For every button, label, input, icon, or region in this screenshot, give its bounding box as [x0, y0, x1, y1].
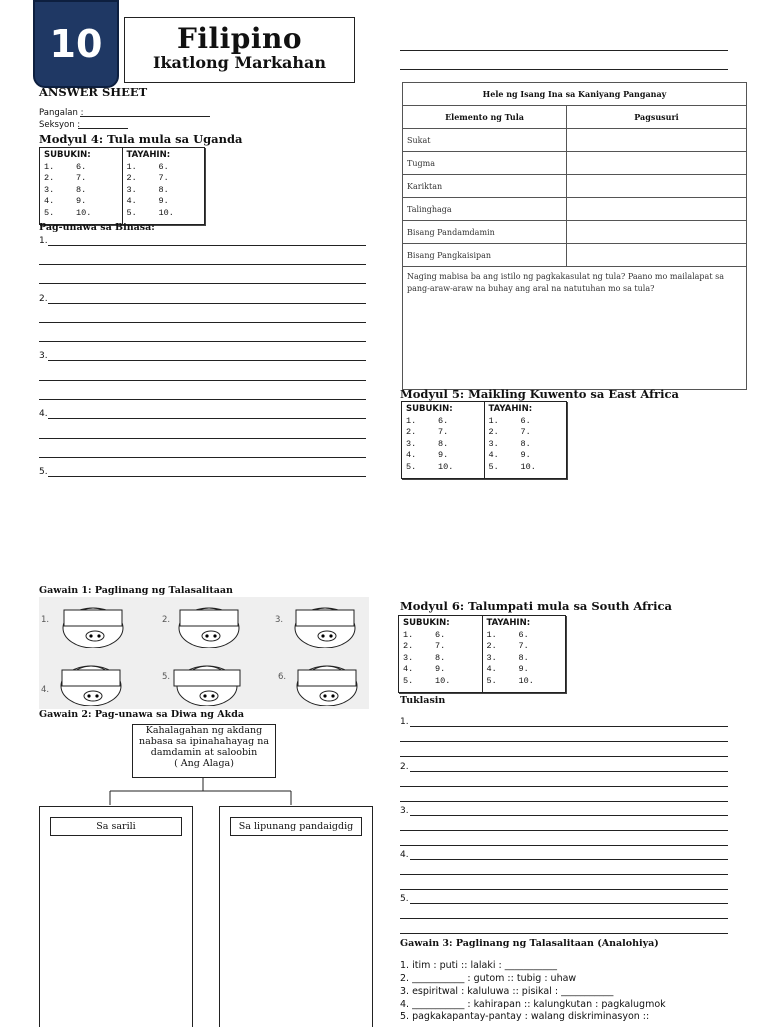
item: 4.: [488, 450, 499, 460]
face-2-icon: [174, 598, 244, 648]
item: 5.: [488, 461, 499, 472]
q-number: 3.: [39, 351, 48, 361]
item: 4.: [406, 450, 417, 460]
tayahin-label: TAYAHIN:: [488, 404, 533, 414]
table-row-label: Bisang Pandamdamin: [403, 221, 567, 244]
answer-line[interactable]: [39, 457, 366, 458]
item: 3.: [406, 438, 417, 449]
face-5-icon: [172, 656, 242, 706]
table-cell[interactable]: [567, 221, 747, 244]
item: 9.: [76, 196, 87, 206]
q-number: 2.: [39, 294, 48, 304]
name-label: Pangalan :: [39, 108, 84, 118]
item: 6.: [435, 629, 446, 640]
item: 6.: [76, 161, 87, 172]
item: 1.: [406, 415, 417, 426]
item: 6.: [438, 415, 449, 426]
item: 10.: [438, 461, 454, 472]
modyul5-title: Modyul 5: Maikling Kuwento sa East Africa: [400, 387, 679, 401]
item: 2.: [126, 173, 137, 183]
flow-top-text: Kahalagahan ng akdang nabasa sa ipinahahayag na damdamin at saloobin: [138, 725, 270, 758]
analogy-item[interactable]: 3. espiritwal : kaluluwa :: pisikal : ___________: [400, 986, 614, 997]
answer-line[interactable]: [400, 801, 728, 802]
gawain1-title: Gawain 1: Paglinang ng Talasalitaan: [39, 585, 233, 596]
answer-line[interactable]: [48, 360, 366, 361]
answer-line[interactable]: [410, 903, 728, 904]
q-number: 5.: [39, 467, 48, 477]
item: 8.: [158, 184, 169, 195]
item: 1.: [403, 629, 414, 640]
tayahin-col: [484, 402, 567, 478]
item: 2.: [44, 173, 55, 183]
face-label: 3.: [275, 615, 284, 625]
analogy-item[interactable]: 2. ___________ : gutom :: tubig : uhaw: [400, 973, 577, 984]
top-line-1: [400, 50, 728, 51]
flow-right-box[interactable]: [219, 806, 373, 1027]
subukin-label: SUBUKIN:: [403, 618, 450, 628]
item: 3.: [403, 652, 414, 663]
table-title: Hele ng Isang Ina sa Kaniyang Panganay: [403, 83, 747, 106]
item: 7.: [518, 641, 529, 651]
q-number: 1.: [39, 236, 48, 246]
table-cell[interactable]: [567, 129, 747, 152]
item: 2.: [486, 641, 497, 651]
face-label: 4.: [41, 685, 50, 695]
item: 9.: [158, 196, 169, 206]
answer-line[interactable]: [39, 399, 366, 400]
item: 9.: [435, 664, 446, 674]
item: 6.: [158, 161, 169, 172]
item: 3.: [44, 184, 55, 195]
face-label: 5.: [162, 672, 171, 682]
item: 4.: [126, 196, 137, 206]
item: 10.: [520, 461, 536, 472]
table-row-label: Tugma: [403, 152, 567, 175]
subukin-col: [40, 148, 122, 224]
face-label: 1.: [41, 615, 50, 625]
modyul4-title: Modyul 4: Tula mula sa Uganda: [39, 132, 243, 146]
table-cell[interactable]: [567, 152, 747, 175]
q-number: 3.: [400, 806, 409, 816]
q-number: 4.: [400, 850, 409, 860]
answer-line[interactable]: [410, 859, 728, 860]
flow-connector: [0, 776, 400, 806]
item: 5.: [486, 675, 497, 686]
item: 7.: [438, 427, 449, 437]
answer-line[interactable]: [48, 303, 366, 304]
answer-line[interactable]: [400, 889, 728, 890]
item: 2.: [406, 427, 417, 437]
q-number: 1.: [400, 717, 409, 727]
answer-line[interactable]: [400, 786, 728, 787]
item: 10.: [76, 207, 92, 218]
answer-line[interactable]: [39, 438, 366, 439]
answer-line[interactable]: [48, 418, 366, 419]
analogy-item[interactable]: 5. pagkakapantay-pantay : walang diskriminasyon ::: [400, 1011, 650, 1022]
item: 7.: [435, 641, 446, 651]
item: 3.: [488, 438, 499, 449]
answer-line[interactable]: [48, 245, 366, 246]
answer-line[interactable]: [400, 933, 728, 934]
item: 3.: [126, 184, 137, 195]
table-row-label: Sukat: [403, 129, 567, 152]
item: 9.: [438, 450, 449, 460]
answer-line[interactable]: [410, 771, 728, 772]
face-6-icon: [292, 656, 362, 706]
title-box: [124, 17, 355, 83]
face-label: 2.: [162, 615, 171, 625]
gawain2-title: Gawain 2: Pag-unawa sa Diwa ng Akda: [39, 709, 244, 720]
flow-right-label: Sa lipunang pandaigdig: [230, 817, 362, 836]
item: 4.: [44, 196, 55, 206]
item: 7.: [76, 173, 87, 183]
answer-line[interactable]: [400, 918, 728, 919]
q-number: 4.: [39, 409, 48, 419]
item: 1.: [486, 629, 497, 640]
q-number: 2.: [400, 762, 409, 772]
item: 2.: [403, 641, 414, 651]
answer-line[interactable]: [400, 756, 728, 757]
quarter-title: Ikatlong Markahan: [152, 53, 327, 72]
tayahin-label: TAYAHIN:: [486, 618, 531, 628]
tayahin-col: [122, 148, 205, 224]
face-1-icon: [58, 598, 128, 648]
item: 7.: [158, 173, 169, 183]
face-3-icon: [290, 598, 360, 648]
subject-title: Filipino: [176, 22, 303, 55]
subukin-label: SUBUKIN:: [406, 404, 453, 414]
table-cell[interactable]: [567, 198, 747, 221]
item: 2.: [488, 427, 499, 437]
subukin-col: [402, 402, 484, 478]
name-field[interactable]: [80, 116, 210, 117]
item: 1.: [126, 161, 137, 172]
item: 3.: [486, 652, 497, 663]
item: 5.: [126, 207, 137, 218]
answer-line[interactable]: [410, 726, 728, 727]
gawain3-title: Gawain 3: Paglinang ng Talasalitaan (Analohiya): [400, 938, 659, 949]
item: 9.: [520, 450, 531, 460]
subukin-col: [399, 616, 482, 692]
item: 7.: [520, 427, 531, 437]
item: 8.: [76, 184, 87, 195]
flow-left-label: Sa sarili: [50, 817, 182, 836]
table-row-label: Bisang Pangkaisipan: [403, 244, 567, 267]
table-row-label: Talinghaga: [403, 198, 567, 221]
answer-line[interactable]: [39, 322, 366, 323]
item: 8.: [435, 652, 446, 663]
item: 4.: [486, 664, 497, 674]
item: 10.: [518, 675, 534, 686]
answer-line[interactable]: [39, 341, 366, 342]
item: 6.: [520, 415, 531, 426]
answer-line[interactable]: [400, 874, 728, 875]
tuklasin-title: Tuklasin: [400, 695, 446, 706]
table-cell[interactable]: [567, 244, 747, 267]
modyul5-answer-box: [401, 401, 567, 479]
subukin-label: SUBUKIN:: [44, 150, 91, 160]
flow-left-box[interactable]: [39, 806, 193, 1027]
item: 9.: [518, 664, 529, 674]
item: 5.: [403, 675, 414, 686]
grade-badge: 10: [33, 0, 119, 88]
table-row-label: Kariktan: [403, 175, 567, 198]
answer-line[interactable]: [400, 830, 728, 831]
modyul4-answer-box: [39, 147, 205, 225]
flow-top-sub: ( Ang Alaga): [174, 758, 234, 769]
tayahin-col: [482, 616, 566, 692]
item: 5.: [44, 207, 55, 218]
item: 6.: [518, 629, 529, 640]
answer-line[interactable]: [410, 815, 728, 816]
item: 8.: [520, 438, 531, 449]
item: 1.: [44, 161, 55, 172]
answer-line[interactable]: [400, 741, 728, 742]
item: 10.: [435, 675, 451, 686]
elemento-table: [402, 82, 747, 390]
answer-sheet-title: ANSWER SHEET: [39, 85, 148, 99]
modyul6-title: Modyul 6: Talumpati mula sa South Africa: [400, 599, 672, 613]
answer-line[interactable]: [48, 476, 366, 477]
item: 1.: [488, 415, 499, 426]
pagunawa-title: Pag-unawa sa Binasa:: [39, 222, 155, 233]
q-number: 5.: [400, 894, 409, 904]
top-line-2: [400, 69, 728, 70]
answer-line[interactable]: [39, 264, 366, 265]
answer-line[interactable]: [39, 380, 366, 381]
table-cell[interactable]: [567, 175, 747, 198]
item: 8.: [518, 652, 529, 663]
modyul6-answer-box: [398, 615, 566, 693]
item: 10.: [158, 207, 174, 218]
table-col2: Pagsusuri: [567, 106, 747, 129]
answer-line[interactable]: [39, 283, 366, 284]
table-question[interactable]: Naging mabisa ba ang istilo ng pagkakasulat ng tula? Paano mo mailalapat sa pang-araw-araw na buhay ang aral na natutuhan mo sa tula?: [403, 267, 747, 390]
item: 8.: [438, 438, 449, 449]
tayahin-label: TAYAHIN:: [126, 150, 171, 160]
section-label: Seksyon :: [39, 120, 81, 130]
item: 4.: [403, 664, 414, 674]
flow-top-box: [132, 724, 276, 778]
analogy-item[interactable]: 4. ___________ : kahirapan :: kalungkutan : pagkalugmok: [400, 999, 666, 1010]
section-field[interactable]: [78, 128, 128, 129]
face-label: 6.: [278, 672, 287, 682]
answer-line[interactable]: [400, 845, 728, 846]
item: 5.: [406, 461, 417, 472]
analogy-item[interactable]: 1. itim : puti :: lalaki : ___________: [400, 960, 557, 971]
face-4-icon: [56, 656, 126, 706]
table-col1: Elemento ng Tula: [403, 106, 567, 129]
